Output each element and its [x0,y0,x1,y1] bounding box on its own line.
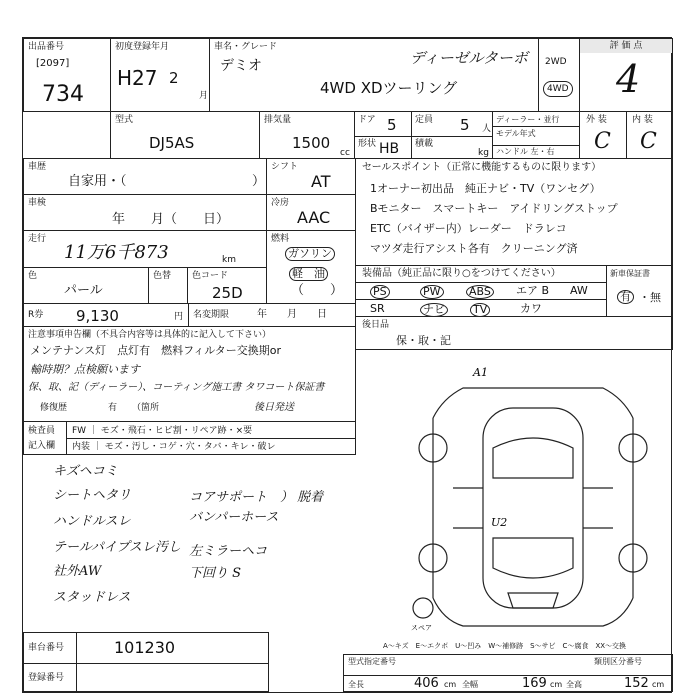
equip-navi-label: ナビ [420,303,448,317]
equip-ps-label: PS [370,285,390,299]
right-note: 左ミラーヘコ [189,544,268,559]
fuel-label: 燃料 [271,234,290,244]
hand-note: ハンドルスレ [53,514,131,529]
dealer-label: ディーラー・並行 [496,115,560,124]
right-note: 下回り S [189,566,242,581]
ac-value: AAC [297,208,331,227]
repair-history-label: 修復歴 [40,403,68,413]
delivery-value: 保・取・記 [396,334,451,347]
color-code-label: 色コード [192,271,229,281]
type-designation-label: 型式指定番号 [348,657,396,666]
width-value: 169 [522,676,547,691]
reg-month: 2 [169,69,179,87]
class-label: 類別区分番号 [594,657,642,666]
lot-code: [2097] [36,58,70,69]
sales-point-line: Bモニター スマートキー アイドリングストップ [370,202,618,215]
color-value: パール [64,283,103,298]
sales-point-line: ETC（バイザー内）レーダー ドラレコ [370,222,567,235]
color-change-label: 色替 [153,271,172,281]
inspector-row: 内装 ｜ モズ・汚し・コゲ・穴・タバ・キレ・破レ [72,442,276,452]
ac-label: 冷房 [271,198,290,208]
capacity-box [411,111,493,159]
spare-label: スペア [411,624,432,632]
warranty-yes [617,290,634,304]
exterior-label: 外 装 [586,115,607,125]
load-unit: kg [478,148,489,158]
color-change-box [148,267,188,304]
fuel-paren: （ ） [291,283,344,298]
right-note: バンパーホース [189,510,279,525]
car-no: 101230 [114,638,176,657]
mileage-value: 11万6千873 [64,242,169,263]
usage-box [23,158,267,195]
recycle-label: R券 [28,310,44,320]
lot-box [23,38,111,112]
name-change-label: 名変期限 [193,310,230,320]
cc-unit: cc [340,148,350,158]
diagram-mark-a1: A1 [473,366,488,379]
capacity: 5 [460,116,470,134]
mileage-unit: km [222,255,236,265]
fuel-gasoline: ガソリン [285,247,335,261]
usage-value: 自家用・（ [68,174,127,189]
delivery-label: 後日品 [362,320,390,330]
usage-close: ） [252,174,266,189]
equipment-navi [420,303,448,317]
name-change-box [188,303,356,327]
warranty-no: ・無 [639,291,661,304]
notes-title: 注意事項申告欄（不具合内容等は具体的に記入して下さい） [28,330,272,340]
inspection-value: 年 月（ 日） [112,212,230,227]
sales-points-box [355,158,673,266]
displacement: 1500 [292,134,331,152]
fuel-light-oil: 軽 油 [289,267,328,281]
equipment-leather: カワ [520,302,542,315]
delivery-box [355,316,673,350]
sales-points-title: セールスポイント（正常に機能するものに限ります） [362,162,602,173]
model-box [110,111,260,159]
capacity-unit: 人 [482,124,492,134]
equip-abs-label: ABS [466,285,494,299]
right-note: コアサポート ） 脱着 [189,490,324,505]
color-box [23,267,149,304]
equipment-tv [470,303,490,317]
equipment-sr: SR [370,302,385,315]
score-box [579,38,673,112]
usage-label: 車歴 [28,162,47,172]
color-label: 色 [28,271,38,281]
grade-handwritten: ディーゼルターボ [410,49,528,67]
mileage-box [23,230,267,268]
length-label: 全長 [348,680,364,689]
car-no-box [23,632,269,664]
drive-4wd-circled: 4WD [543,81,573,97]
first-reg-box [110,38,210,112]
warranty-box [606,265,673,317]
hand-note: キズヘコミ [53,464,118,479]
handwritten-area [23,455,356,633]
equipment-aw: AW [570,284,588,297]
equipment-title: 装備品（純正品に限り○をつけてください） [362,268,561,279]
mileage-label: 走行 [28,234,47,244]
notes-box [23,326,356,422]
inspector-box [23,421,356,455]
shift-value: AT [311,172,331,191]
hand-note: 社外AW [53,564,102,579]
notes-line: 保、取、記（ディーラー）、コーティング施工書 タワコート保証書 [28,382,325,393]
equip-tv-label: TV [470,303,490,317]
later-shipping: 後日発送 [254,402,294,413]
displacement-box [259,111,355,159]
shape-label: 形状 [358,139,377,149]
car-no-label: 車台番号 [28,643,65,653]
ext-int-box [579,111,673,159]
load-label: 積載 [415,139,434,149]
reg-no-label: 登録番号 [28,673,65,683]
drive-2wd: 2WD [545,57,567,67]
height-unit: cm [652,680,665,689]
diagram-mark-u2: U2 [491,516,508,529]
sales-point-line: マツダ走行アシスト各有 クリーニング済 [370,242,578,255]
era-year: H27 [117,66,158,90]
drive-box [538,38,580,112]
car-name-label: 車名・グレード [214,42,278,52]
model-label: 型式 [115,115,134,125]
length-value: 406 [414,676,439,691]
width-label: 全幅 [462,680,478,689]
inspection-box [23,194,267,231]
repair-location-label: （箇所 [132,403,160,413]
first-reg-label: 初度登録年月 [115,42,170,52]
equipment-abs [466,285,494,299]
hand-note: テールパイプスレ汚し [53,540,181,555]
car-name-box [209,38,539,112]
equipment-aircon-b: エア B [516,284,550,297]
warranty-label: 新車保証書 [610,269,650,278]
recycle-amount: 9,130 [76,307,119,325]
color-code-box [187,267,267,304]
dimensions-box [343,654,673,692]
height-value: 152 [624,676,649,691]
shift-label: シフト [271,162,299,172]
doors-box [354,111,412,159]
dealer-box [492,111,580,159]
hand-note: シートヘタリ [53,488,132,503]
width-unit: cm [550,680,563,689]
shape: HB [379,141,400,157]
height-label: 全高 [566,680,582,689]
equipment-pw [420,285,444,299]
exterior-grade: C [594,129,611,154]
equipment-box [355,265,607,317]
ac-box [266,194,356,231]
inspector-entry-label: 記入欄 [28,441,56,451]
displacement-label: 排気量 [264,115,292,125]
car-damage-diagram [403,358,663,638]
reg-no-box [23,663,269,692]
hand-note: スタッドレス [53,590,131,605]
interior-grade: C [640,129,657,154]
grade: 4WD XDツーリング [320,79,458,97]
shift-box [266,158,356,195]
model-code: DJ5AS [149,134,195,152]
month-unit: 月 [199,91,209,101]
score-value: 4 [616,57,641,101]
doors-label: ドア [358,115,376,125]
equipment-ps [370,285,390,299]
notes-line: 輸時期？点検願います [30,363,140,376]
inspector-row: FW ｜ モズ・飛石・ヒビ割・リペア跡・×要 [72,426,253,436]
doors: 5 [387,116,397,134]
sales-point-line: 1オーナー初出品 純正ナビ・TV（ワンセグ） [370,182,601,195]
notes-line: メンテナンス灯 点灯有 燃料フィルター交換期or [30,344,282,357]
score-label: 評 価 点 [580,39,672,53]
recycle-unit: 円 [174,312,184,322]
lot-label: 出品番号 [28,42,65,52]
equip-pw-label: PW [420,285,444,299]
inspector-label: 検査員 [28,426,56,436]
interior-label: 内 装 [632,115,653,125]
handle-label: ハンドル 左・右 [496,147,555,156]
capacity-label: 定員 [415,115,434,125]
name-change-value: 年 月 日 [257,309,327,320]
color-code: 25D [212,284,243,302]
length-unit: cm [444,680,457,689]
inspection-label: 車検 [28,198,47,208]
car-name: デミオ [220,58,262,74]
model-year-label: モデル年式 [496,129,536,138]
diagram-legend: A～キズ E～エクボ U～凹み W～補修跡 S～サビ C～腐食 XX～交換 [383,642,627,650]
warranty-yes-label: 有 [617,290,634,304]
lot-number: 734 [42,82,84,107]
auction-sheet [22,37,672,693]
repair-history-value: 有 [108,403,118,413]
recycle-box [23,303,189,327]
